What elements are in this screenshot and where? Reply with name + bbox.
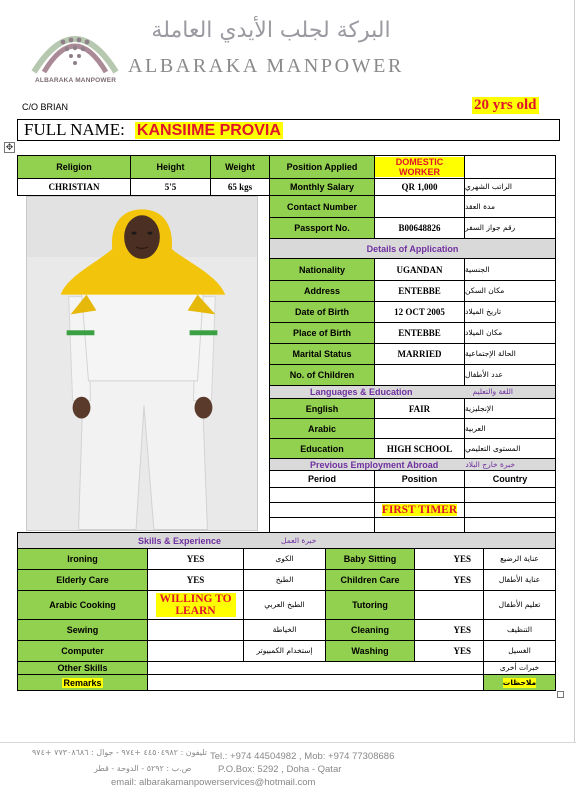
education-label-ar: المستوى التعليمي [464, 438, 556, 459]
address-value: ENTEBBE [374, 280, 465, 302]
employment-row-3-period [269, 517, 375, 533]
skills-experience-title: Skills & Experience [138, 535, 222, 546]
age-badge: 20 yrs old [474, 97, 537, 113]
skill-children-care-label: Children Care [325, 569, 415, 591]
skill-arabic-cooking-label: Arabic Cooking [17, 590, 148, 620]
passport-no-value: B00648826 [374, 217, 465, 239]
skills-experience-title-ar: خبرة العمل [281, 535, 317, 545]
footer-pobox: P.O.Box: 5292 , Doha - Qatar [218, 764, 342, 775]
other-skills-value [147, 661, 484, 675]
religion-value: CHRISTIAN [17, 178, 131, 196]
skill-tutoring-label: Tutoring [325, 590, 415, 620]
date-of-birth-value: 12 OCT 2005 [374, 301, 465, 323]
nationality-label: Nationality [269, 258, 375, 281]
date-of-birth-label-ar: تاريخ الميلاد [464, 301, 556, 323]
skill-cleaning-label: Cleaning [325, 619, 415, 641]
no-of-children-label: No. of Children [269, 364, 375, 386]
skills-experience-heading [17, 532, 556, 549]
monthly-salary-value: QR 1,000 [374, 178, 465, 196]
other-skills-label: Other Skills [17, 661, 148, 675]
weight-value: 65 kgs [210, 178, 270, 196]
skill-baby-sitting-value: YES [414, 548, 484, 570]
logo-caption: ALBARAKA MANPOWER [35, 77, 117, 84]
english-label: English [269, 398, 375, 419]
employment-position-header: Position [374, 470, 465, 488]
skill-baby-sitting-label: Baby Sitting [325, 548, 415, 570]
height-header: Height [130, 155, 211, 179]
skill-children-care-value: YES [414, 569, 484, 591]
applicant-photo [26, 196, 258, 531]
date-of-birth-label: Date of Birth [269, 301, 375, 323]
height-value: 5'5 [130, 178, 211, 196]
skill-cleaning-label-ar: التنظيف [483, 619, 556, 641]
footer-pobox-arabic: ص.ب : ٥٢٩٢ - الدوحة - قطر [94, 764, 192, 773]
marital-status-label-ar: الحالة الإجتماعية [464, 343, 556, 365]
languages-education-title-ar: اللغة والتعليم [472, 387, 513, 396]
marital-status-value: MARRIED [374, 343, 465, 365]
address-label: Address [269, 280, 375, 302]
remarks-label-ar: ملاحظات [502, 677, 537, 687]
marital-status-label: Marital Status [269, 343, 375, 365]
passport-no-label: Passport No. [269, 217, 375, 239]
employment-row-1-position [374, 487, 465, 503]
empty-top-right-cell [464, 155, 556, 179]
position-applied-value: DOMESTIC WORKER [375, 157, 464, 177]
footer-phones: Tel.: +974 44504982 , Mob: +974 77308686 [210, 751, 395, 762]
contact-number-label-ar: مدة العقد [464, 195, 556, 218]
page-bottom-edge [0, 742, 576, 743]
skill-elderly-care-value: YES [147, 569, 244, 591]
full-name-box [17, 119, 560, 141]
previous-employment-title-ar: خبرة خارج البلاد [465, 459, 515, 469]
place-of-birth-label: Place of Birth [269, 322, 375, 344]
full-name-value: KANSIIME PROVIA [136, 121, 281, 139]
monthly-salary-label: Monthly Salary [269, 178, 375, 196]
contact-number-label: Contact Number [269, 195, 375, 218]
other-skills-label-ar: خبرات أخرى [483, 661, 556, 675]
company-name-arabic: البركة لجلب الأيدي العاملة [151, 18, 391, 43]
skill-ironing-value: YES [147, 548, 244, 570]
previous-employment-title: Previous Employment Abroad [310, 459, 439, 470]
nationality-value: UGANDAN [374, 258, 465, 281]
skill-ironing-label-ar: الكوى [243, 548, 326, 570]
passport-no-label-ar: رقم جواز السفر [464, 217, 556, 239]
remarks-value [147, 674, 484, 691]
skill-children-care-label-ar: عناية الأطفال [483, 569, 556, 591]
skill-tutoring-value [414, 590, 484, 620]
skill-computer-label-ar: إستخدام الكمبيوتر [243, 640, 326, 662]
employment-row-3-position [374, 517, 465, 533]
skill-elderly-care-label: Elderly Care [17, 569, 148, 591]
full-name-label: FULL NAME: [24, 120, 125, 139]
care-of-text: C/O BRIAN [22, 102, 69, 112]
albaraka-logo [30, 12, 120, 84]
skill-arabic-cooking-value: WILLING TO LEARN [156, 593, 236, 617]
employment-period-header: Period [269, 470, 375, 488]
skill-elderly-care-label-ar: الطبخ [243, 569, 326, 591]
english-value: FAIR [374, 398, 465, 419]
skill-arabic-cooking-value-cell [147, 590, 244, 620]
weight-header: Weight [210, 155, 270, 179]
place-of-birth-value: ENTEBBE [374, 322, 465, 344]
employment-row-1-period [269, 487, 375, 503]
contact-number-value [374, 195, 465, 218]
skill-tutoring-label-ar: تعليم الأطفال [483, 590, 556, 620]
languages-education-title: Languages & Education [310, 387, 413, 397]
skill-baby-sitting-label-ar: عناية الرضيع [483, 548, 556, 570]
skill-computer-value [147, 640, 244, 662]
no-of-children-value [374, 364, 465, 386]
details-of-application-heading: Details of Application [269, 238, 556, 259]
education-value: HIGH SCHOOL [374, 438, 465, 459]
skill-washing-value: YES [414, 640, 484, 662]
employment-row-2-position [374, 502, 465, 518]
table-move-handle-icon[interactable]: ✥ [5, 142, 14, 152]
remarks-label-ar-cell [483, 674, 556, 691]
first-timer-note: FIRST TIMER [381, 504, 458, 516]
skill-sewing-label-ar: الخياطة [243, 619, 326, 641]
skill-computer-label: Computer [17, 640, 148, 662]
employment-row-2-country [464, 502, 556, 518]
employment-row-3-country [464, 517, 556, 533]
skill-washing-label-ar: الغسيل [483, 640, 556, 662]
skill-sewing-label: Sewing [17, 619, 148, 641]
address-label-ar: مكان السكن [464, 280, 556, 302]
position-applied-header: Position Applied [269, 155, 375, 179]
no-of-children-label-ar: عدد الأطفال [464, 364, 556, 386]
company-name-english: ALBARAKA MANPOWER [128, 55, 404, 77]
skill-sewing-value [147, 619, 244, 641]
arabic-value [374, 418, 465, 439]
page-right-edge [574, 0, 575, 742]
monthly-salary-label-ar: الراتب الشهري [464, 178, 556, 196]
skill-cleaning-value: YES [414, 619, 484, 641]
skill-ironing-label: Ironing [17, 548, 148, 570]
footer-email[interactable]: email: albarakamanpowerservices@hotmail.com [111, 777, 316, 788]
languages-education-heading [269, 385, 556, 399]
position-applied-value-cell [374, 155, 465, 179]
footer-phones-arabic: تليفون : ٤٤٥٠٤٩٨٢ +٩٧٤ - جوال : ٧٧٣٠٨٦٨٦ +٩٧٤ [32, 748, 208, 757]
employment-country-header: Country [464, 470, 556, 488]
remarks-label: Remarks [63, 677, 102, 688]
nationality-label-ar: الجنسية [464, 258, 556, 281]
skill-arabic-cooking-label-ar: الطبخ العربي [243, 590, 326, 620]
religion-header: Religion [17, 155, 131, 179]
table-resize-handle[interactable] [557, 691, 564, 698]
arabic-label-ar: العربية [464, 418, 556, 439]
english-label-ar: الإنجليزية [464, 398, 556, 419]
skill-washing-label: Washing [325, 640, 415, 662]
employment-row-2-period [269, 502, 375, 518]
place-of-birth-label-ar: مكان الميلاد [464, 322, 556, 344]
employment-row-1-country [464, 487, 556, 503]
remarks-label-cell [17, 674, 148, 691]
arabic-label: Arabic [269, 418, 375, 439]
education-label: Education [269, 438, 375, 459]
